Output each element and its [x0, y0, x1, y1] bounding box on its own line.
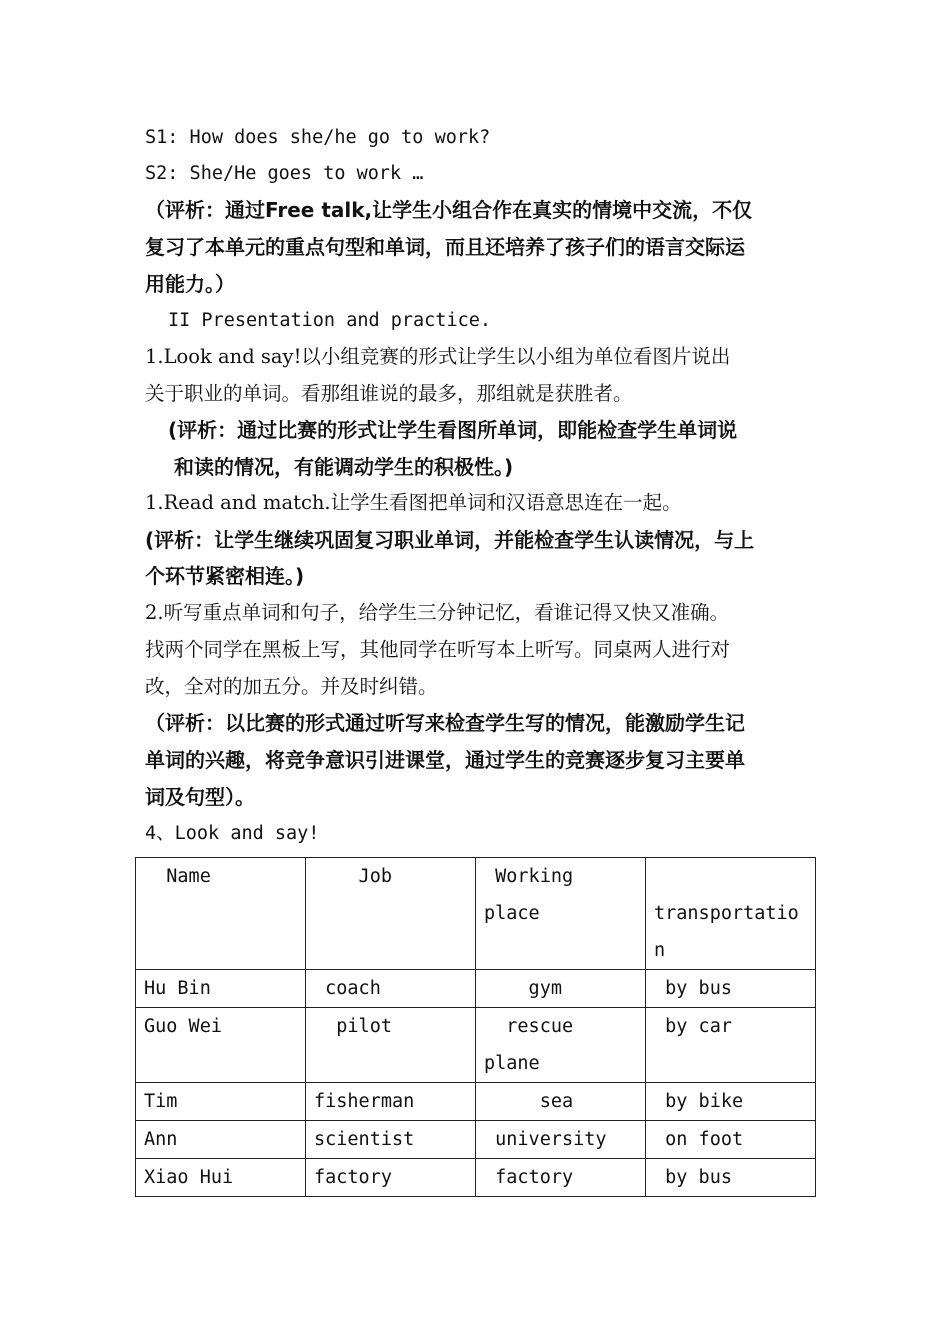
- comment-2-line-1: (评析：通过比赛的形式让学生看图所单词，即能检查学生单词说: [168, 418, 738, 442]
- comment-4-line-1: （评析：以比赛的形式通过听写来检查学生写的情况，能激励学生记: [145, 711, 745, 735]
- table-cell: Tim: [136, 1083, 306, 1121]
- table-cell: sea: [476, 1083, 646, 1121]
- step-2-line-2: 找两个同学在黑板上写，其他同学在听写本上听写。同桌两人进行对: [145, 638, 731, 661]
- table-cell: by bus: [646, 970, 816, 1008]
- table-cell: university: [476, 1121, 646, 1159]
- dialogue-s2: S2: She/He goes to work …: [145, 163, 424, 184]
- comment-3-line-1: (评析：让学生继续巩固复习职业单词，并能检查学生认读情况，与上: [145, 528, 755, 552]
- dialogue-s1: S1: How does she/he go to work?: [145, 127, 491, 148]
- step-2-line-3: 改，全对的加五分。并及时纠错。: [145, 675, 438, 698]
- table-cell: scientist: [306, 1121, 476, 1159]
- table-row: [136, 970, 816, 1008]
- table-cell: Ann: [136, 1121, 306, 1159]
- table-row: [136, 1083, 816, 1121]
- step-read-match: 1.Read and match.让学生看图把单词和汉语意思连在一起。: [145, 491, 682, 514]
- step-1-line-1: 1.Look and say!以小组竞赛的形式让学生以小组为单位看图片说出: [145, 345, 731, 368]
- table-cell: factory: [476, 1159, 646, 1197]
- table-cell: fisherman: [306, 1083, 476, 1121]
- table-cell: Guo Wei: [136, 1008, 306, 1083]
- step-1-line-2: 关于职业的单词。看那组谁说的最多，那组就是获胜者。: [145, 382, 633, 405]
- section-heading: II Presentation and practice.: [168, 310, 492, 331]
- table-cell: pilot: [306, 1008, 476, 1083]
- step-2-line-1: 2.听写重点单词和句子，给学生三分钟记忆，看谁记得又快又准确。: [145, 601, 730, 624]
- header-cell: Job: [306, 858, 476, 970]
- comment-2-line-2: 和读的情况，有能调动学生的积极性。): [174, 455, 514, 479]
- table-cell: coach: [306, 970, 476, 1008]
- table-cell: by bike: [646, 1083, 816, 1121]
- header-cell: transportatio n: [646, 858, 816, 970]
- header-cell: Name: [136, 858, 306, 970]
- jobs-table: [135, 857, 816, 1197]
- table-cell: by bus: [646, 1159, 816, 1197]
- table-cell: gym: [476, 970, 646, 1008]
- table-cell: rescue plane: [476, 1008, 646, 1083]
- table-cell: Hu Bin: [136, 970, 306, 1008]
- step-4-heading: 4、Look and say!: [145, 823, 320, 844]
- header-cell: Working place: [476, 858, 646, 970]
- comment-1-line-3: 用能力。）: [145, 272, 235, 296]
- comment-4-line-2: 单词的兴趣，将竞争意识引进课堂，通过学生的竞赛逐步复习主要单: [145, 748, 745, 772]
- table-cell: Xiao Hui: [136, 1159, 306, 1197]
- table-row: [136, 1159, 816, 1197]
- table-row: [136, 1008, 816, 1083]
- table-cell: on foot: [646, 1121, 816, 1159]
- comment-1-line-2: 复习了本单元的重点句型和单词，而且还培养了孩子们的语言交际运: [145, 235, 745, 259]
- comment-3-line-2: 个环节紧密相连。): [145, 564, 305, 588]
- table-cell: by car: [646, 1008, 816, 1083]
- comment-1-line-1: （评析：通过Free talk,让学生小组合作在真实的情境中交流，不仅: [145, 198, 753, 222]
- comment-4-line-3: 词及句型）。: [145, 785, 255, 809]
- table-cell: factory: [306, 1159, 476, 1197]
- table-row: [136, 1121, 816, 1159]
- table-header-row: [136, 858, 816, 970]
